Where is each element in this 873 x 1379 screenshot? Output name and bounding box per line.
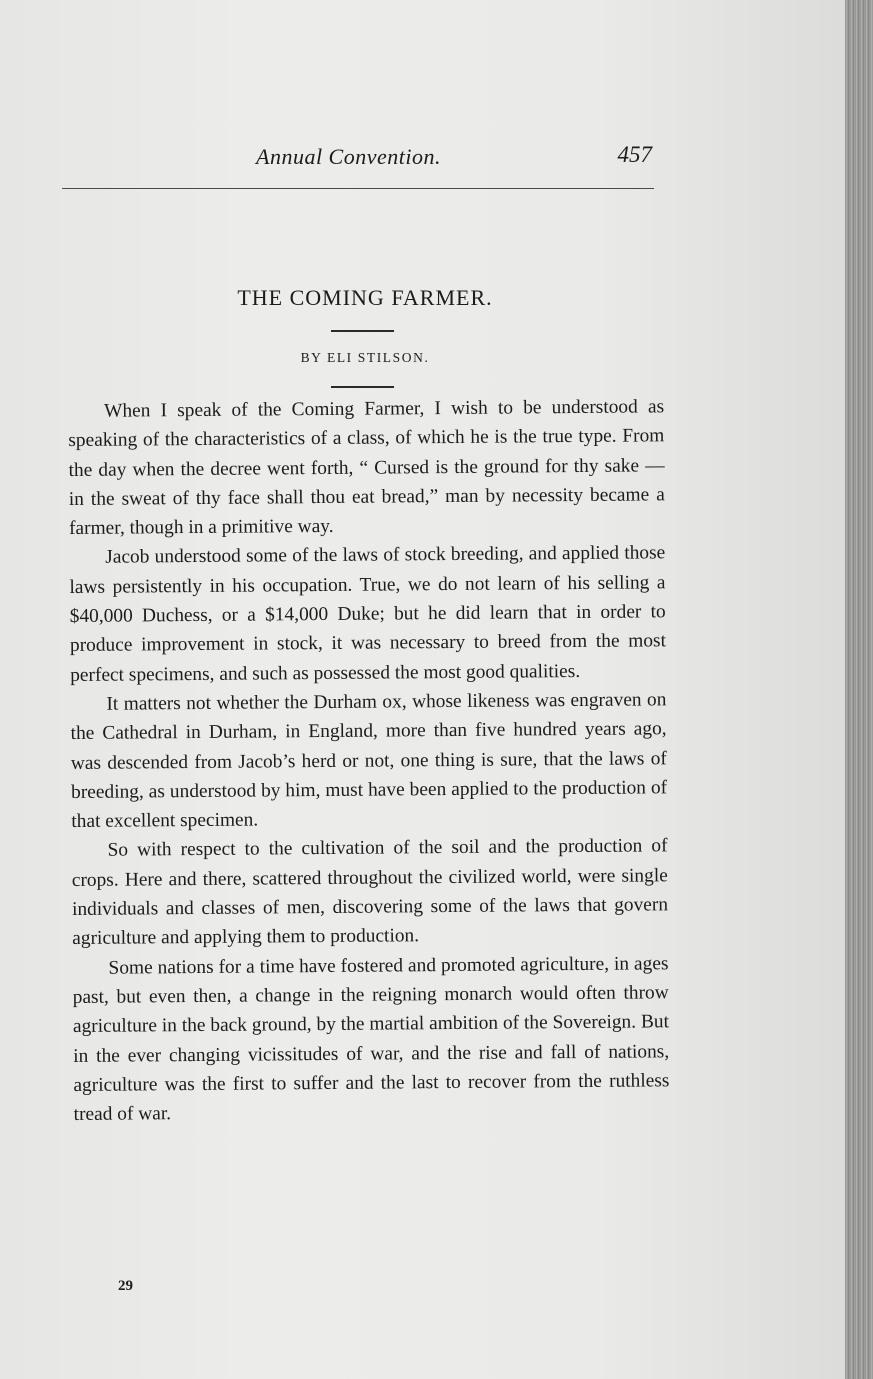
paragraph-4: So with respect to the cultivation of the soil and the production of crops. Here and there, scattered throughout the civilized world, were single individuals and classes of men, discovering some of the laws that govern agriculture and applying them to production. (71, 835, 669, 950)
running-title: Annual Convention. (256, 144, 441, 169)
header-rule (62, 188, 654, 189)
article-title: THE COMING FARMER. (237, 285, 493, 310)
paragraph-5: Some nations for a time have fostered and promoted agriculture, in ages past, but even then, a change in the reigning monarch would often throw agriculture in the back ground, by the martial ambition of the Sovereign. But in the ever changing vicissitudes of war, and the rise and fall of nations, agriculture was the first to suffer and the last to recover from the ruthless tread of war. (72, 952, 670, 1126)
paragraph-2: Jacob understood some of the laws of stock breeding, and applied those laws persistently in his occupation. True, we do not learn of his selling a $40,000 Duchess, or a $14,000 Duke; but he did learn that in order to produce improvement in stock, it was necessary to breed from the most perfect specimens, and such as possessed the most good qualities. (69, 542, 667, 686)
paragraph-1: When I speak of the Coming Farmer, I wish to be understood as speaking of the characteristics of a class, of which he is the true type. From the day when the decree went forth, “ Cursed is the ground for thy sake — in the sweat of thy face shall thou eat bread,” man by necessity became a farmer, though in a primitive way. (68, 396, 665, 540)
byline-rule (331, 386, 394, 388)
page-number: 457 (617, 142, 652, 167)
running-head (62, 140, 654, 180)
paragraph-3: It matters not whether the Durham ox, whose likeness was engraven on the Cathedral in Durham, in England, more than five hundred years ago, was descended from Jacob’s herd or not, one thing is sure, that the laws of breeding, as understood by him, must have been applied to the production of that excellent specimen. (70, 689, 668, 833)
title-rule (331, 330, 394, 332)
article-body (68, 392, 670, 1129)
signature-mark: 29 (118, 1278, 133, 1294)
byline: BY ELI STILSON. (300, 350, 430, 365)
page-edge (845, 0, 873, 1379)
